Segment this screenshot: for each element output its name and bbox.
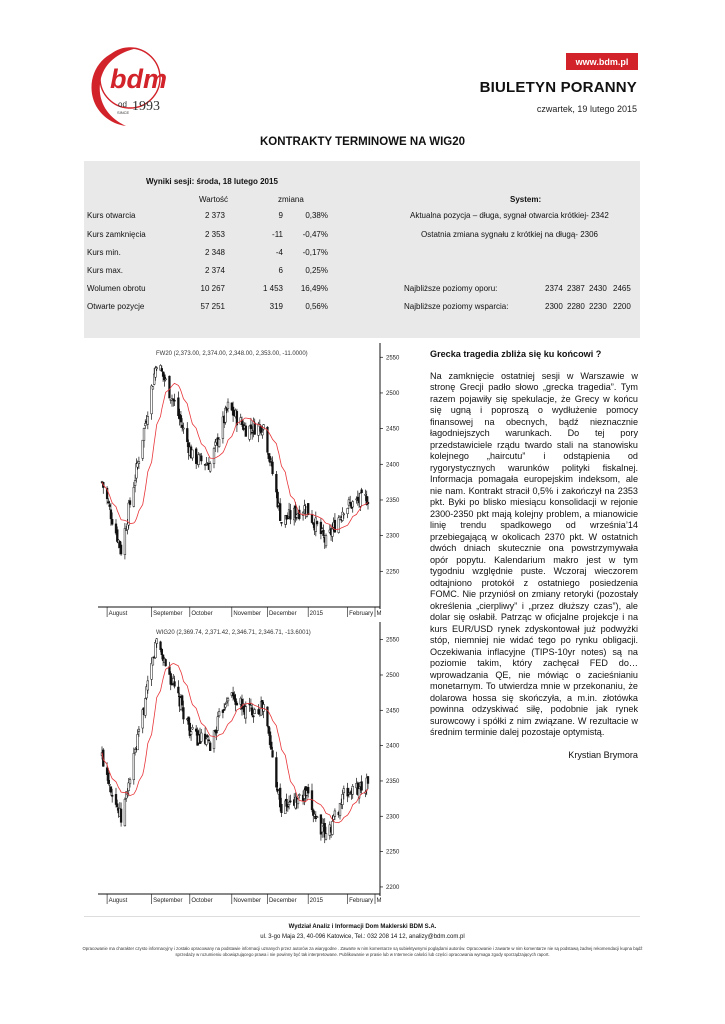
bulletin-title: BIULETYN PORANNY xyxy=(479,79,637,96)
candle-body xyxy=(227,402,229,409)
footer-organization: Wydział Analiz i Informacji Dom Maklerski BDM S.A. xyxy=(288,924,437,930)
y-tick-label: 2250 xyxy=(386,569,400,576)
candle-body xyxy=(245,707,247,718)
y-tick-label: 2350 xyxy=(386,778,400,785)
row-value: 57 251 xyxy=(200,302,225,311)
resistance-level: 2387 xyxy=(567,284,585,293)
system-position: Aktualna pozycja – długa, sygnał otwarcia krótkiej- 2342 xyxy=(410,211,609,220)
candle-body xyxy=(129,501,131,505)
candle-body xyxy=(347,508,349,513)
candle-body xyxy=(133,487,135,506)
y-tick-label: 2350 xyxy=(386,497,400,504)
support-label: Najbliższe poziomy wsparcia: xyxy=(404,302,509,311)
moving-average-line xyxy=(102,664,368,823)
candle-body xyxy=(279,504,281,521)
y-tick-label: 2500 xyxy=(386,390,400,397)
candle-body xyxy=(138,462,140,464)
candle-body xyxy=(110,510,112,519)
row-change: 1 453 xyxy=(262,284,283,293)
candle-body xyxy=(334,520,336,532)
row-value: 10 267 xyxy=(200,284,225,293)
candle-body xyxy=(181,425,183,427)
x-tick-label: September xyxy=(153,611,183,617)
market-commentary xyxy=(430,349,638,761)
candle-body xyxy=(209,464,211,471)
candle-body xyxy=(177,398,179,416)
candle-body xyxy=(169,376,171,398)
logo-year: 1993 xyxy=(132,99,160,114)
x-tick-label: November xyxy=(233,898,262,904)
candle-body xyxy=(161,649,163,655)
candle-body xyxy=(254,423,256,434)
candle-body xyxy=(190,732,192,735)
candle-body xyxy=(111,795,113,796)
candle-body xyxy=(133,753,135,779)
x-tick-label: December xyxy=(268,898,297,904)
candle-body xyxy=(152,657,154,665)
candle-body xyxy=(174,682,176,687)
candle-body xyxy=(124,799,126,826)
candle-body xyxy=(298,794,300,795)
candle-body xyxy=(200,456,202,461)
x-tick-label: November xyxy=(233,611,262,617)
logo-since: od xyxy=(118,100,127,109)
chart-title: WIG20 (2,369.74, 2,371.42, 2,346.71, 2,346.71, -13.6001) xyxy=(156,630,311,636)
y-tick-label: 2250 xyxy=(386,849,400,856)
candle-body xyxy=(156,639,158,644)
y-tick-label: 2200 xyxy=(386,884,400,891)
bdm-logo xyxy=(86,44,176,128)
candle-body xyxy=(200,733,202,741)
candle-body xyxy=(361,490,363,493)
section-title: KONTRAKTY TERMINOWE NA WIG20 xyxy=(259,136,466,148)
resistance-level: 2374 xyxy=(545,284,563,293)
candle-body xyxy=(288,802,290,805)
footer-disclaimer: Opracowanie ma charakter czysto informacyjny i zostało opracowany na podstawie informacji uznanych przez autorów za wiarygodne . Zawarte w nim komentarze są subiektywnymi poglądami autorów. Opracowanie i zawarte w nim komentarze nie są podstawą żadnej rekomendacji kupna bądź sprzedaży w rozumieniu obowiązującego prawa i nie powinny być tak interpretowane. Publikowanie w prasie lub w Internecie całości lub części opracowania wymaga zgody sporządzających raport. xyxy=(82,946,643,957)
candle-body xyxy=(339,803,341,816)
candle-body xyxy=(110,787,112,793)
y-tick-label: 2450 xyxy=(386,426,400,433)
candle-body xyxy=(143,428,145,440)
support-level: 2280 xyxy=(567,302,585,311)
y-tick-label: 2500 xyxy=(386,672,400,679)
x-tick-label: August xyxy=(108,898,128,904)
candle-body xyxy=(134,750,136,753)
candle-body xyxy=(144,699,146,716)
candle-body xyxy=(134,481,136,486)
candle-body xyxy=(331,529,333,536)
candle-body xyxy=(342,794,344,804)
candle-body xyxy=(320,522,322,534)
candle-body xyxy=(261,432,263,435)
candle-body xyxy=(307,503,309,514)
fw20-chart xyxy=(84,343,400,619)
candle-body xyxy=(198,455,200,465)
row-change-pct: 16,49% xyxy=(300,284,328,293)
candle-body xyxy=(147,416,149,424)
candle-body xyxy=(213,731,215,749)
article-body: Na zamknięcie ostatniej sesji w Warszawie w stronę Grecji padło słowo „grecka tragedia”. Tym razem pojawiły się spekulacje, że Grecy w końcu się ugną i poproszą o wydłużenie pomocy finansowej na obecnych, bądź nieznacznie łagodniejszych warunkach. Do tej pory przedstawiciele rządu twardo stali na stanowisku kolejnego „haircutu” i odstąpienia od rygorystycznych warunków polityki fiskalnej. Informacja pomagała europejskim indeksom, ale nie nam. Kontrakt stracił 0,5% i zakończył na 2353 pkt. Byki po blisko miesiącu konsolidacji w rejonie 2300-2350 pkt mają kolejny problem, a mianowicie linię trendu spadkowego od września’14 przebiegającą w okolicach 2370 pkt. W ostatnich dwóch dniach skutecznie ona powstrzymywała opór popytu. Kalendarium makro jest w tym tygodniu względnie puste. Wczoraj wieczorem odtajniono protokół z ostatniego posiedzenia FOMC. Nie przyniósł on zmiany retoryki (pozostały określenia „cierpliwy” i „przez dłuższy czas”), ale dolar się osłabił. Patrząc w oficjalne projekcje i na kurs EUR/USD rynek zdyskontował już podwyżki stóp, niemniej nie widać tego po rynku obligacji. Oczekiwania inflacyjne (TIPS-10yr notes) są na poziomie takim, który zachęcał FED do… wprowadzania QE, nie mówiąc o zacieśnianiu monetarnym. To utwierdza mnie w przekonaniu, że dolarowa hossa się skończyła, a m.in. złotówka powinna odzyskiwać siłę, podobnie jak rynek surowcowy i spółki z nim związane. W rezultacie w średnim terminie dalej pozostaje optymistą. xyxy=(430,370,638,737)
candle-body xyxy=(191,450,193,458)
candle-body xyxy=(138,729,140,731)
resistance-label: Najbliższe poziomy oporu: xyxy=(404,284,498,293)
candle-body xyxy=(151,663,153,679)
candle-body xyxy=(152,387,154,389)
candle-body xyxy=(129,780,131,784)
candle-body xyxy=(359,493,361,506)
fw20-chart-svg xyxy=(84,343,400,619)
logo-since-small: SINCE xyxy=(117,110,130,115)
candle-body xyxy=(263,704,265,711)
row-label: Kurs zamknięcia xyxy=(87,230,146,239)
candle-body xyxy=(286,799,288,806)
candle-body xyxy=(165,659,167,666)
y-tick-label: 2300 xyxy=(386,814,400,821)
candle-body xyxy=(180,415,182,422)
candle-body xyxy=(205,463,207,464)
x-tick-label: M xyxy=(376,898,382,904)
candle-body xyxy=(223,709,225,710)
y-tick-label: 2400 xyxy=(386,743,400,750)
value-header: Wartość xyxy=(199,195,229,204)
candle-body xyxy=(186,428,188,441)
candle-body xyxy=(352,786,354,794)
candle-body xyxy=(116,804,118,807)
candle-body xyxy=(334,811,336,816)
candle-body xyxy=(218,439,220,446)
candle-body xyxy=(160,642,162,650)
row-value: 2 353 xyxy=(204,230,225,239)
y-tick-label: 2550 xyxy=(386,355,400,362)
candle-body xyxy=(287,806,289,807)
candle-body xyxy=(147,681,149,690)
candle-body xyxy=(338,518,340,533)
x-tick-label: October xyxy=(191,898,213,904)
candle-body xyxy=(275,758,277,788)
candle-body xyxy=(151,386,153,414)
row-change-pct: -0,17% xyxy=(302,248,328,257)
candle-body xyxy=(254,710,256,714)
candle-body xyxy=(307,787,309,793)
candle-body xyxy=(227,699,229,701)
candle-body xyxy=(281,522,283,523)
candle-body xyxy=(250,425,252,429)
candle-body xyxy=(155,368,157,377)
candle-body xyxy=(144,423,146,425)
candle-body xyxy=(107,773,109,784)
candle-body xyxy=(289,801,291,802)
row-change-pct: 0,38% xyxy=(305,211,328,220)
resistance-level: 2465 xyxy=(613,284,631,293)
candle-body xyxy=(325,834,327,840)
candle-body xyxy=(342,512,344,520)
support-level: 2200 xyxy=(613,302,631,311)
candle-body xyxy=(245,426,247,437)
candle-body xyxy=(213,448,215,463)
candle-body xyxy=(137,734,139,749)
candle-body xyxy=(331,821,333,834)
row-label: Kurs max. xyxy=(87,266,124,275)
row-change-pct: 0,56% xyxy=(305,302,328,311)
candle-body xyxy=(270,742,272,749)
candle-body xyxy=(323,530,325,535)
website-link[interactable]: www.bdm.pl xyxy=(566,53,638,70)
row-value: 2 348 xyxy=(204,248,225,257)
session-summary-panel xyxy=(84,161,640,338)
article-author: Krystian Brymora xyxy=(568,749,638,760)
article-title: Grecka tragedia zbliża się ku końcowi ? xyxy=(430,349,602,359)
candle-body xyxy=(111,519,113,524)
candle-body xyxy=(225,705,227,708)
candle-body xyxy=(218,711,220,715)
row-change-pct: -0,47% xyxy=(302,230,328,239)
x-tick-label: M xyxy=(376,611,382,617)
candle-body xyxy=(109,505,111,507)
candle-body xyxy=(367,776,369,783)
row-label: Otwarte pozycje xyxy=(87,302,145,311)
x-tick-label: October xyxy=(191,611,213,617)
candle-body xyxy=(207,736,209,737)
candle-body xyxy=(124,528,126,554)
y-tick-label: 2550 xyxy=(386,637,400,644)
bulletin-date: czwartek, 19 lutego 2015 xyxy=(536,104,637,114)
x-tick-label: December xyxy=(268,611,297,617)
candle-body xyxy=(116,530,118,542)
row-change: -4 xyxy=(275,248,283,257)
candle-body xyxy=(289,510,291,519)
footer-address: ul. 3-go Maja 23, 40-096 Katowice, Tel.: 032 208 14 12, analizy@bdm.com.pl xyxy=(260,934,465,940)
candle-body xyxy=(216,730,218,733)
session-title: Wyniki sesji: środa, 18 lutego 2015 xyxy=(146,177,278,186)
candle-body xyxy=(275,474,277,492)
chart-title: FW20 (2,373.00, 2,374.00, 2,348.00, 2,353.00, -11.0000) xyxy=(156,351,308,357)
candle-body xyxy=(161,368,163,371)
row-label: Kurs min. xyxy=(87,248,121,257)
footer-divider xyxy=(84,916,640,917)
candle-body xyxy=(287,518,289,519)
change-header: zmiana xyxy=(278,195,304,204)
candle-body xyxy=(236,703,238,705)
candle-body xyxy=(181,696,183,706)
x-tick-label: 2015 xyxy=(309,611,324,617)
candle-body xyxy=(365,494,367,495)
row-change: 9 xyxy=(278,211,283,220)
system-header: System: xyxy=(510,195,542,204)
candle-body xyxy=(281,804,283,813)
candle-body xyxy=(165,379,167,380)
y-tick-label: 2450 xyxy=(386,708,400,715)
x-tick-label: August xyxy=(108,611,128,617)
candle-body xyxy=(217,717,219,731)
row-change-pct: 0,25% xyxy=(305,266,328,275)
candle-body xyxy=(343,514,345,515)
candle-body xyxy=(174,400,176,401)
candle-body xyxy=(251,432,253,433)
wig20-chart xyxy=(84,622,400,906)
candles xyxy=(101,638,369,843)
candle-body xyxy=(205,739,207,745)
candle-body xyxy=(347,788,349,796)
system-last-change: Ostatnia zmiana sygnału z krótkiej na długą- 2306 xyxy=(421,230,598,239)
candle-body xyxy=(316,521,318,524)
y-tick-label: 2300 xyxy=(386,533,400,540)
candle-body xyxy=(120,809,122,822)
candle-body xyxy=(315,518,317,532)
row-label: Wolumen obrotu xyxy=(87,284,146,293)
candle-body xyxy=(120,545,122,554)
resistance-level: 2430 xyxy=(589,284,607,293)
candle-body xyxy=(251,708,253,715)
wig20-chart-svg xyxy=(84,622,400,906)
candle-body xyxy=(270,460,272,461)
candle-body xyxy=(109,784,111,785)
candle-body xyxy=(208,740,210,741)
row-value: 2 373 xyxy=(204,211,225,220)
x-tick-label: September xyxy=(153,898,183,904)
candle-body xyxy=(191,727,193,729)
candles xyxy=(101,364,369,559)
candle-body xyxy=(226,702,228,703)
candle-body xyxy=(209,743,211,751)
x-tick-label: February xyxy=(349,898,374,904)
candle-body xyxy=(321,823,323,832)
candle-body xyxy=(361,782,363,791)
row-value: 2 374 xyxy=(204,266,225,275)
candle-body xyxy=(269,456,271,462)
support-level: 2300 xyxy=(545,302,563,311)
candle-body xyxy=(316,817,318,818)
support-level: 2230 xyxy=(589,302,607,311)
candle-body xyxy=(156,368,158,369)
candle-body xyxy=(183,708,185,719)
row-label: Kurs otwarcia xyxy=(87,211,136,220)
candle-body xyxy=(155,642,157,657)
candle-body xyxy=(115,794,117,804)
candle-body xyxy=(107,502,109,503)
row-change: -11 xyxy=(272,230,283,239)
x-tick-label: 2015 xyxy=(309,898,324,904)
y-tick-label: 2400 xyxy=(386,462,400,469)
candle-body xyxy=(177,687,179,693)
logo-text: bdm xyxy=(110,64,167,94)
candle-body xyxy=(352,502,354,507)
row-change: 319 xyxy=(269,302,283,311)
candle-body xyxy=(311,514,313,522)
candle-body xyxy=(272,751,274,758)
candle-body xyxy=(343,789,345,793)
candle-body xyxy=(253,716,255,717)
row-change: 6 xyxy=(278,266,283,275)
candle-body xyxy=(325,536,327,546)
candle-body xyxy=(272,462,274,474)
candle-body xyxy=(183,428,185,429)
candle-body xyxy=(142,440,144,458)
x-tick-label: February xyxy=(349,611,374,617)
candle-body xyxy=(199,454,201,455)
